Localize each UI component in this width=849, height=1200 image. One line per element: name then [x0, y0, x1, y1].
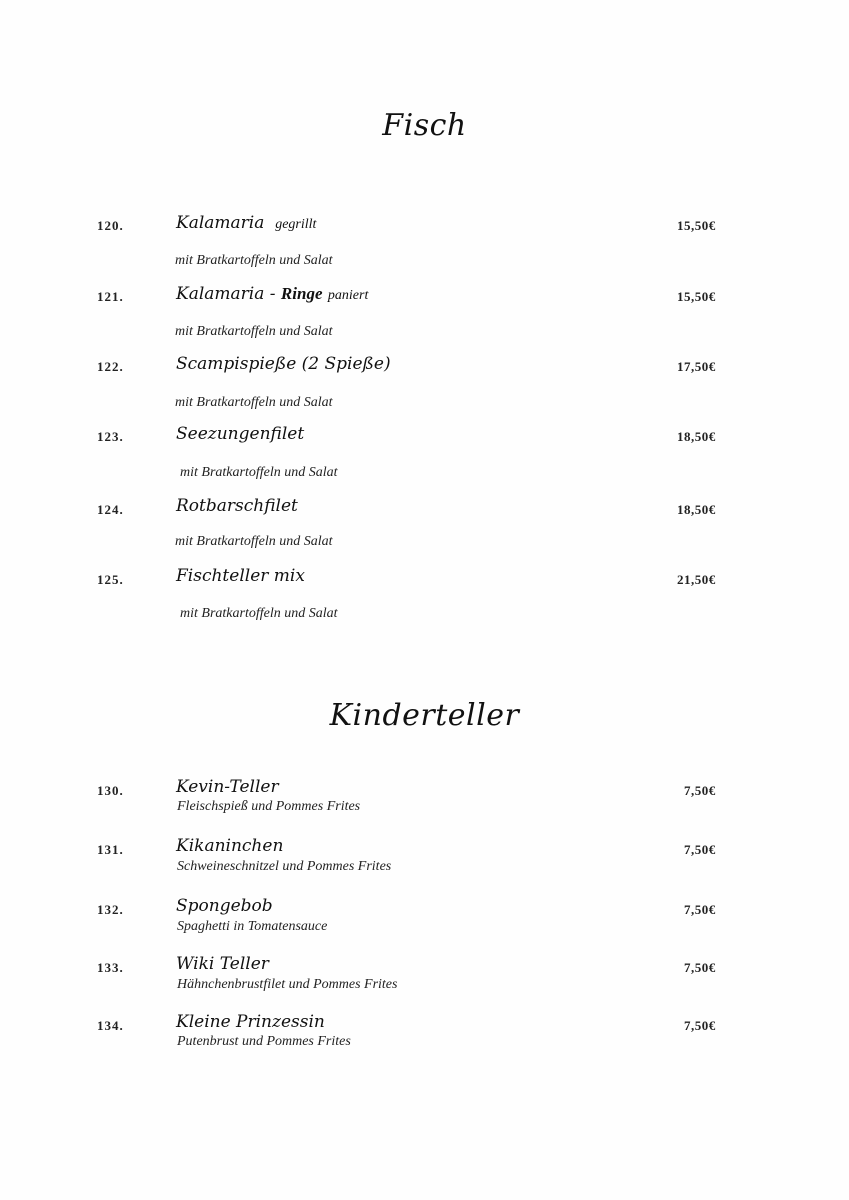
item-price: 18,50€ [677, 429, 716, 444]
item-name: Kikaninchen [176, 836, 284, 856]
item-number: 132. [97, 902, 124, 917]
item-price: 15,50€ [677, 218, 716, 233]
item-number: 130. [97, 783, 124, 798]
item-number: 123. [97, 429, 124, 444]
item-price: 7,50€ [684, 842, 716, 857]
item-number: 120. [97, 218, 124, 233]
item-description: mit Bratkartoffeln und Salat [180, 606, 338, 621]
section-title-kinderteller: Kinderteller [329, 698, 520, 733]
item-description: Fleischspieß und Pommes Frites [177, 799, 361, 814]
item-description: Spaghetti in Tomatensauce [177, 919, 328, 934]
item-number: 131. [97, 842, 124, 857]
item-name: Fischteller mix [176, 566, 305, 586]
item-name [176, 213, 316, 233]
item-extra-bold: Ringe [280, 284, 323, 303]
item-price: 18,50€ [677, 502, 716, 517]
item-price: 7,50€ [684, 1018, 716, 1033]
item-name: Kevin-Teller [176, 777, 279, 797]
item-name: Scampispieße (2 Spieße) [176, 354, 391, 374]
item-description: Putenbrust und Pommes Frites [177, 1034, 351, 1049]
item-name-text: Kalamaria - [176, 284, 276, 304]
item-number: 134. [97, 1018, 124, 1033]
item-name: Seezungenfilet [176, 424, 305, 444]
item-number: 121. [97, 289, 124, 304]
item-number: 122. [97, 359, 124, 374]
item-description: Schweineschnitzel und Pommes Frites [177, 859, 392, 874]
item-price: 7,50€ [684, 902, 716, 917]
item-extra: paniert [327, 288, 369, 303]
item-number: 124. [97, 502, 124, 517]
item-name [176, 284, 368, 304]
item-name-text: Kalamaria [176, 213, 265, 233]
item-description: mit Bratkartoffeln und Salat [175, 253, 333, 268]
item-number: 125. [97, 572, 124, 587]
item-number: 133. [97, 960, 124, 975]
item-description: mit Bratkartoffeln und Salat [175, 324, 333, 339]
item-description: Hähnchenbrustfilet und Pommes Frites [177, 977, 398, 992]
item-description: mit Bratkartoffeln und Salat [180, 465, 338, 480]
item-price: 17,50€ [677, 359, 716, 374]
item-description: mit Bratkartoffeln und Salat [175, 534, 333, 549]
item-name: Wiki Teller [176, 954, 269, 974]
item-name: Spongebob [176, 896, 273, 916]
item-description: mit Bratkartoffeln und Salat [175, 395, 333, 410]
item-name: Rotbarschfilet [176, 496, 298, 516]
section-title-fisch: Fisch [382, 108, 467, 143]
item-price: 7,50€ [684, 960, 716, 975]
item-price: 7,50€ [684, 783, 716, 798]
item-name: Kleine Prinzessin [176, 1012, 325, 1032]
item-price: 15,50€ [677, 289, 716, 304]
item-extra: gegrillt [275, 217, 317, 232]
item-price: 21,50€ [677, 572, 716, 587]
